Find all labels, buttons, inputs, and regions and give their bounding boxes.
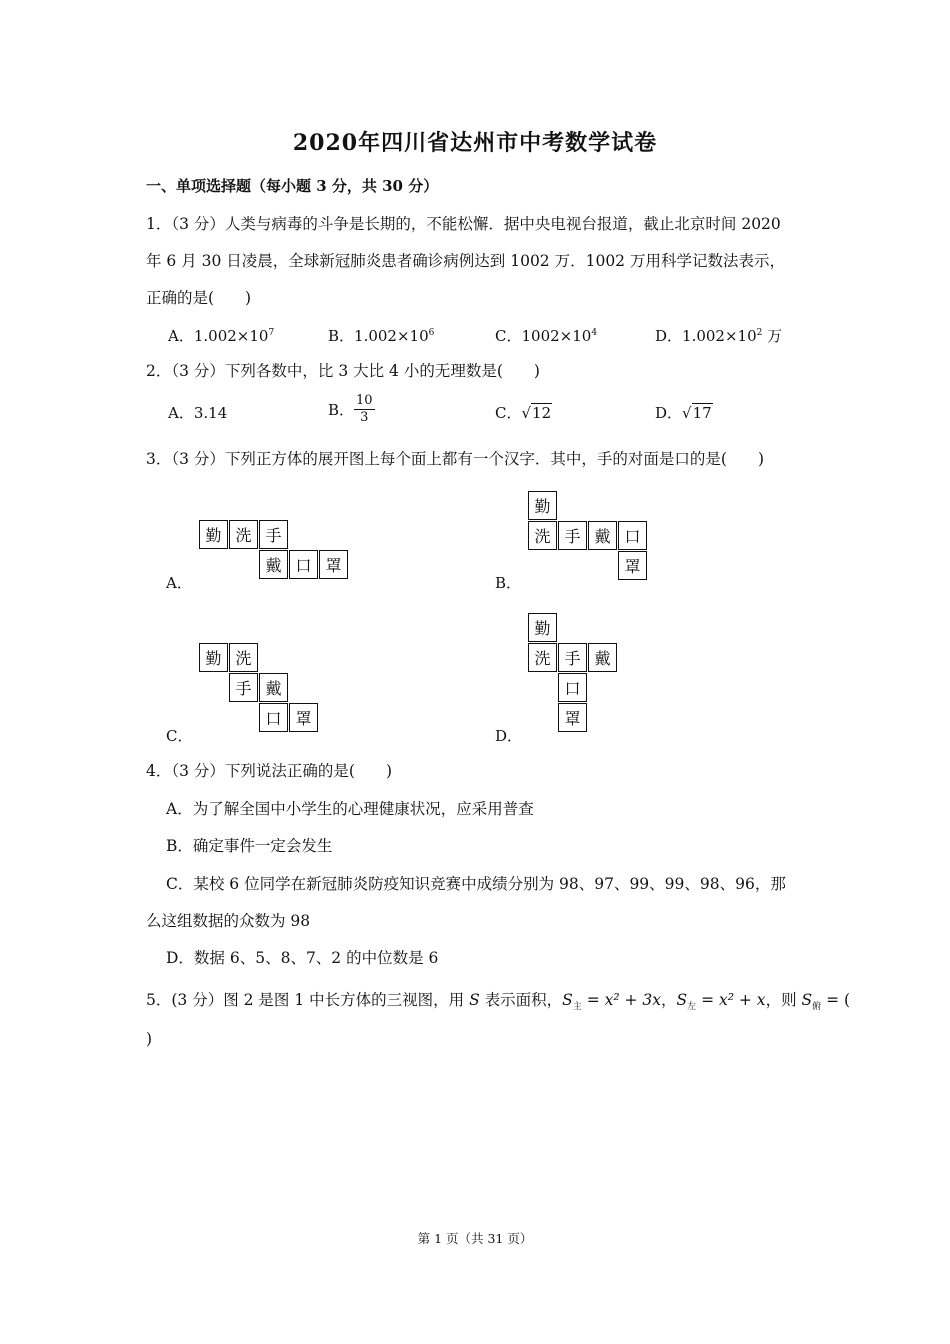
q2-option-a: A．3.14 <box>168 404 228 422</box>
page-title: 2020年四川省达州市中考数学试卷 <box>292 130 658 156</box>
net-cell: 口 <box>558 673 587 702</box>
net-cell: 手 <box>558 521 587 550</box>
net-cell: 手 <box>259 520 288 549</box>
q1-option-a: A．$1.002\times 10^7$ <box>168 327 275 345</box>
q1-line3: 正确的是( ) <box>146 289 252 307</box>
q2-option-d: D．√17 <box>655 404 712 422</box>
q2-stem: 2．（3 分）下列各数中，比 3 大比 4 小的无理数是( ) <box>146 362 540 380</box>
net-cell: 戴 <box>259 673 288 702</box>
q4-option-b: B．确定事件一定会发生 <box>166 837 333 855</box>
net-cell: 洗 <box>528 643 557 672</box>
q1-option-d: D．$1.002\times 10^2$ 万 <box>655 327 783 345</box>
sqrt-symbol: √17 <box>682 404 712 422</box>
q4-stem: 4．（3 分）下列说法正确的是( ) <box>146 762 392 780</box>
q4-option-d: D．数据 6、5、8、7、2 的中位数是 6 <box>166 949 439 967</box>
net-cell: 罩 <box>319 550 348 579</box>
net-cell: 罩 <box>289 703 318 732</box>
net-cell: 口 <box>289 550 318 579</box>
page-footer: 第 1 页（共 31 页） <box>417 1231 533 1246</box>
q4-option-c-line1: C．某校 6 位同学在新冠肺炎防疫知识竞赛中成绩分别为 98、97、99、99、98、96，那 <box>166 875 786 893</box>
net-cell: 勤 <box>199 520 228 549</box>
q1-option-b: B．$1.002\times 10^6$ <box>328 327 435 345</box>
sqrt-symbol: √12 <box>521 404 552 422</box>
q5-stem: 5．(3 分）图 2 是图 1 中长方体的三视图，用 S 表示面积，$S_主 = x^2 + 3x$，$S_左 = x^2 + x$，则 $S_俯$ = ( <box>146 991 851 1013</box>
net-cell: 勤 <box>199 643 228 672</box>
net-cell: 戴 <box>259 550 288 579</box>
net-cell: 戴 <box>588 643 617 672</box>
q2-option-c: C．√12 <box>495 404 552 422</box>
q4-option-c-line2: 么这组数据的众数为 98 <box>146 912 311 930</box>
net-cell: 罩 <box>558 703 587 732</box>
fraction: $\frac{10}{3}$ <box>356 393 373 425</box>
net-cell: 手 <box>229 673 258 702</box>
q3-option-d-label: D． <box>495 727 523 745</box>
q2-option-b: B． $\frac{10}{3}$ <box>328 393 373 425</box>
net-cell: 戴 <box>588 521 617 550</box>
net-cell: 洗 <box>528 521 557 550</box>
net-cell: 洗 <box>229 643 258 672</box>
q5-line2: ) <box>146 1030 153 1048</box>
q3-option-b-label: B． <box>495 574 522 592</box>
net-cell: 口 <box>259 703 288 732</box>
q3-option-c-label: C． <box>166 727 193 745</box>
q1-option-c: C．$1002\times 10^4$ <box>495 327 598 345</box>
q3-option-a-label: A． <box>166 574 192 592</box>
net-cell: 洗 <box>229 520 258 549</box>
net-cell: 勤 <box>528 613 557 642</box>
section-heading: 一、单项选择题（每小题 3 分，共 30 分） <box>146 177 439 195</box>
net-cell: 手 <box>558 643 587 672</box>
q3-stem: 3．（3 分）下列正方体的展开图上每个面上都有一个汉字．其中，手的对面是口的是( ) <box>146 450 764 468</box>
net-cell: 罩 <box>618 551 647 580</box>
net-cell: 勤 <box>528 491 557 520</box>
q4-option-a: A．为了解全国中小学生的心理健康状况，应采用普查 <box>166 800 534 818</box>
net-cell: 口 <box>618 521 647 550</box>
q1-line1: 1．（3 分）人类与病毒的斗争是长期的，不能松懈．据中央电视台报道，截止北京时间 2020 <box>146 215 781 233</box>
q1-line2: 年 6 月 30 日凌晨，全球新冠肺炎患者确诊病例达到 1002 万．1002 万用科学记数法表示， <box>146 252 785 270</box>
